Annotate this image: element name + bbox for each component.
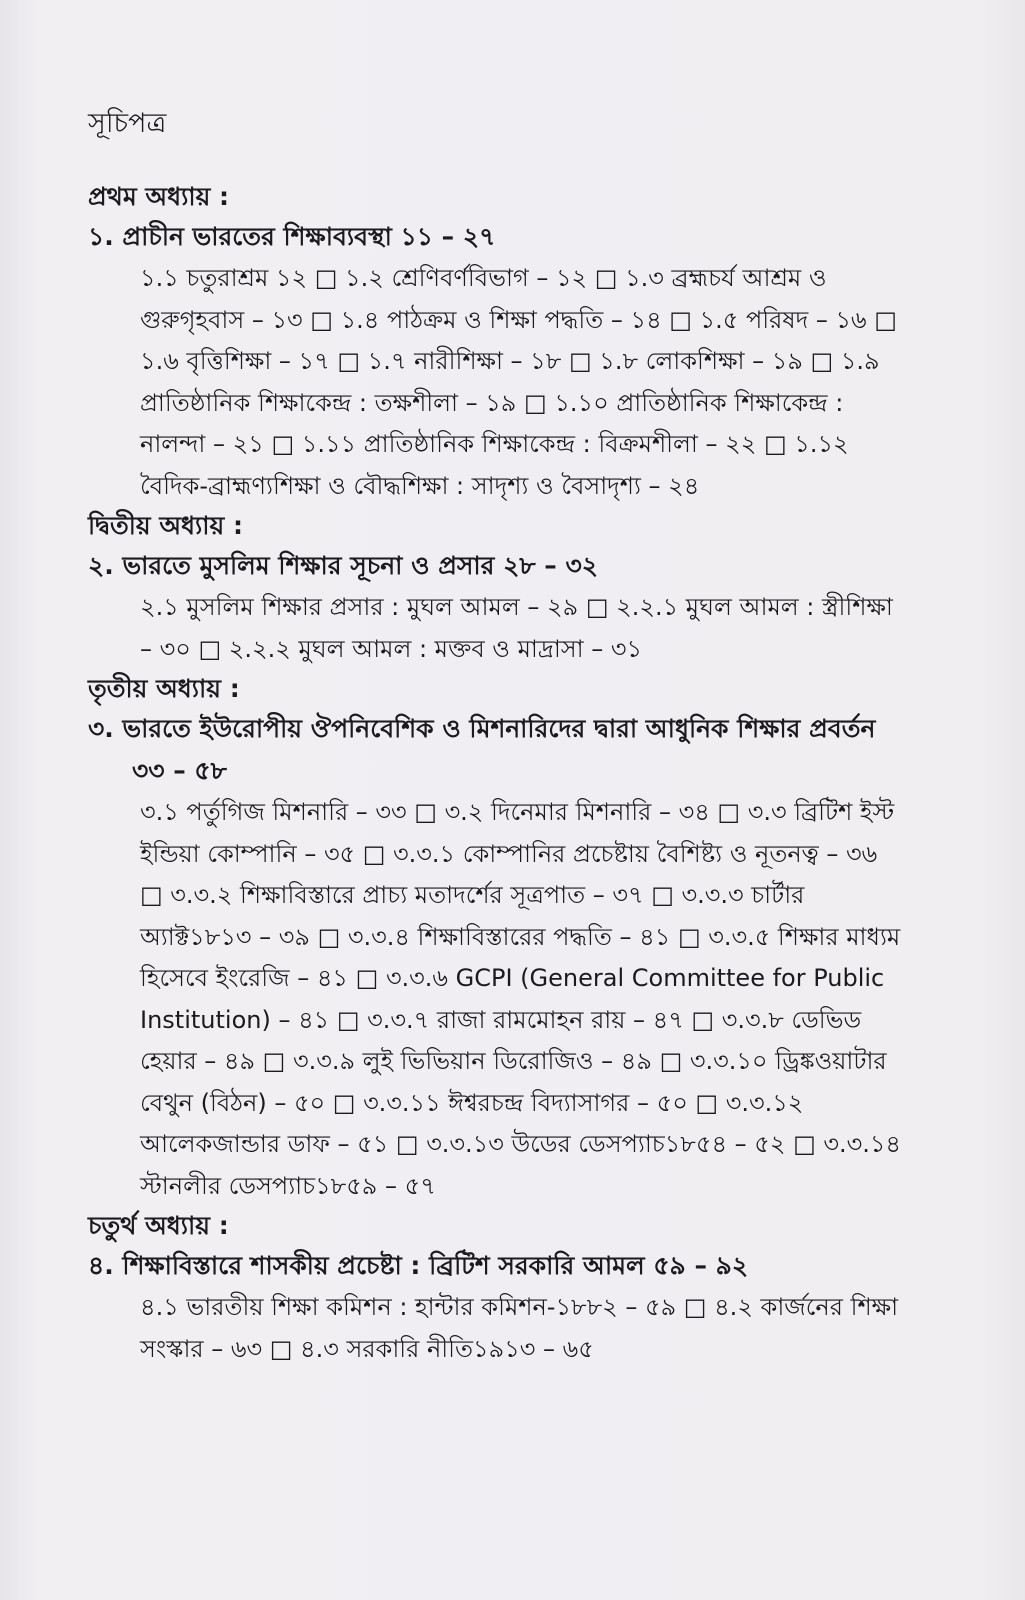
chapter-3 bbox=[88, 670, 905, 1207]
chapter-2 bbox=[88, 507, 905, 670]
chapter-title: ১. প্রাচীন ভারতের শিক্ষাব্যবস্থা ১১ – ২৭ bbox=[88, 222, 496, 251]
chapter-heading: প্রথম অধ্যায় : bbox=[88, 182, 230, 211]
chapter-1 bbox=[88, 178, 905, 507]
chapter-entries: ৩.১ পর্তুগিজ মিশনারি – ৩৩ □ ৩.২ দিনেমার মিশনারি – ৩৪ □ ৩.৩ ব্রিটিশ ইস্ট ইন্ডিয়া কোম্পানি – ৩৫ □ ৩.৩.১ কোম্পানির প্রচেষ্টায় বৈশিষ্ট্য ও নূতনত্ব – ৩৬ □ ৩.৩.২ শিক্ষাবিস্তারে প্রাচ্য মতাদর্শের সূত্রপাত – ৩৭ □ ৩.৩.৩ চার্টার অ্যাক্ট১৮১৩ – ৩৯ □ ৩.৩.৪ শিক্ষাবিস্তারের পদ্ধতি – ৪১ □ ৩.৩.৫ শিক্ষার মাধ্যম হিসেবে ইংরেজি – ৪১ □ ৩.৩.৬ GCPI (General Committee for Public Institution) – ৪১ □ ৩.৩.৭ রাজা রামমোহন রায় – ৪৭ □ ৩.৩.৮ ডেভিড হেয়ার – ৪৯ □ ৩.৩.৯ লুই ভিভিয়ান ডিরোজিও – ৪৯ □ ৩.৩.১০ ড্রিঙ্কওয়াটার বেথুন (বিঠন) – ৫০ □ ৩.৩.১১ ঈশ্বরচন্দ্র বিদ্যাসাগর – ৫০ □ ৩.৩.১২ আলেকজান্ডার ডাফ – ৫১ □ ৩.৩.১৩ উডের ডেসপ্যাচ১৮৫৪ – ৫২ □ ৩.৩.১৪ স্টানলীর ডেসপ্যাচ১৮৫৯ – ৫৭ bbox=[140, 798, 902, 1200]
chapter-heading: চতুর্থ অধ্যায় : bbox=[88, 1211, 229, 1240]
chapter-entries: ২.১ মুসলিম শিক্ষার প্রসার : মুঘল আমল – ২৯ □ ২.২.১ মুঘল আমল : স্ত্রীশিক্ষা – ৩০ □ ২.২.২ মুঘল আমল : মক্তব ও মাদ্রাসা – ৩১ bbox=[140, 593, 893, 663]
chapter-4 bbox=[88, 1207, 905, 1370]
chapter-title: ২. ভারতে মুসলিম শিক্ষার সূচনা ও প্রসার ২৮ – ৩২ bbox=[88, 551, 599, 580]
chapter-title: ৩. ভারতে ইউরোপীয় ঔপনিবেশিক ও মিশনারিদের দ্বারা আধুনিক শিক্ষার প্রবর্তন ৩৩ – ৫৮ bbox=[88, 714, 876, 785]
chapter-entries: ১.১ চতুরাশ্রম ১২ □ ১.২ শ্রেণিবর্ণবিভাগ – ১২ □ ১.৩ ব্রহ্মচর্য আশ্রম ও গুরুগৃহবাস – ১৩ □ ১.৪ পাঠক্রম ও শিক্ষা পদ্ধতি – ১৪ □ ১.৫ পরিষদ – ১৬ □ ১.৬ বৃত্তিশিক্ষা – ১৭ □ ১.৭ নারীশিক্ষা – ১৮ □ ১.৮ লোকশিক্ষা – ১৯ □ ১.৯ প্রাতিষ্ঠানিক শিক্ষাকেন্দ্র : তক্ষশীলা – ১৯ □ ১.১০ প্রাতিষ্ঠানিক শিক্ষাকেন্দ্র : নালন্দা – ২১ □ ১.১১ প্রাতিষ্ঠানিক শিক্ষাকেন্দ্র : বিক্রমশীলা – ২২ □ ১.১২ বৈদিক-ব্রাহ্মণ্যশিক্ষা ও বৌদ্ধশিক্ষা : সাদৃশ্য ও বৈসাদৃশ্য – ২৪ bbox=[140, 264, 897, 500]
chapter-heading: দ্বিতীয় অধ্যায় : bbox=[88, 511, 243, 540]
chapter-entries: ৪.১ ভারতীয় শিক্ষা কমিশন : হান্টার কমিশন-১৮৮২ – ৫৯ □ ৪.২ কার্জনের শিক্ষা সংস্কার – ৬৩ □ ৪.৩ সরকারি নীতি১৯১৩ – ৬৫ bbox=[140, 1293, 899, 1363]
chapter-title: ৪. শিক্ষাবিস্তারে শাসকীয় প্রচেষ্টা : ব্রিটিশ সরকারি আমল ৫৯ – ৯২ bbox=[88, 1251, 749, 1280]
chapter-heading: তৃতীয় অধ্যায় : bbox=[88, 674, 240, 703]
page-title: সূচিপত্র bbox=[88, 108, 167, 139]
